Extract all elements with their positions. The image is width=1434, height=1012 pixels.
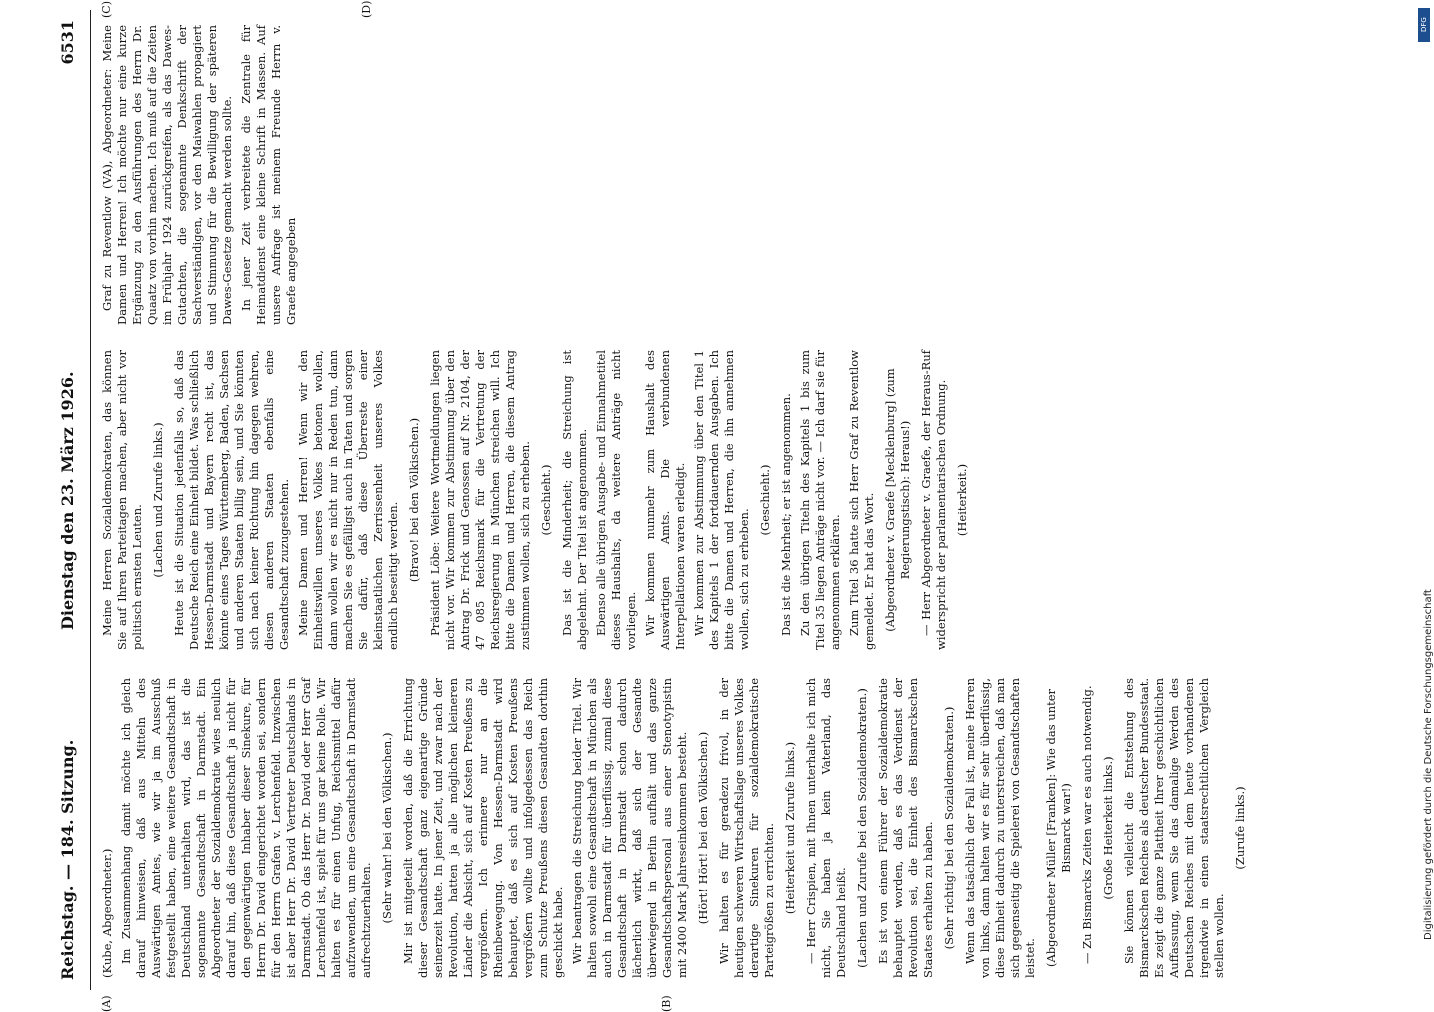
- paragraph: Wenn das tatsächlich der Fall ist, meine Herren von links, dann halten wir es für sehr überflüssig, diese Einheit dadurch zu unterstreichen, daß man sich gegenseitig die Spielerei von Gesandtschaften leistet.: [963, 678, 1037, 978]
- interjection: (Abgeordneter Müller [Franken]: Wie das unter Bismarck war!): [1044, 688, 1073, 968]
- paragraph: Wir kommen zur Abstimmung über den Titel 1 des Kapitels 1 der fortdauernden Ausgaben. Ich bitte die Damen und Herren, die ihn annehmen wollen, sich zu erheben.: [692, 350, 751, 650]
- interjection: (Hört! Hört! bei den Völkischen.): [696, 731, 710, 925]
- paragraph: Zum Titel 36 hatte sich Herr Graf zu Reventlow gemeldet. Er hat das Wort.: [847, 350, 876, 650]
- header-date: Dienstag den 23. März 1926.: [58, 371, 77, 630]
- paragraph: Meine Herren Sozialdemokraten, das können Sie auf Ihren Parteitagen machen, aber nicht vor politisch ernsten Leuten.: [100, 350, 144, 650]
- paragraph: Heute ist die Situation jedenfalls so, daß das Deutsche Reich eine Einheit bildet. Was schließlich Hessen-Darmstadt und Bayern recht ist, das könnte eines Tages Württemberg, Baden, Sachsen und anderen Staaten billig sein, und Sie könnten sich nach keiner Richtung hin dagegen wehren, diesen anderen Staaten ebenfalls eine Gesandtschaft zuzugestehen.: [172, 350, 291, 650]
- rotated-page: [50, 0, 1410, 1012]
- header-left: Reichstag. — 184. Sitzung.: [58, 739, 77, 980]
- paragraph: Es ist von einem Führer der Sozialdemokratie behauptet worden, daß es das Verdienst der Revolution sei, die Einheit des Bismarckschen Staates erhalten zu haben.: [876, 678, 935, 978]
- paragraph: Im Zusammenhang damit möchte ich gleich darauf hinweisen, daß aus Mitteln des Auswärtigen Amtes, wie wir ja im Ausschuß festgestellt haben, eine weitere Gesandtschaft in Deutschland unterhalten wird, das ist die sogenannte Gesandtschaft in Darmstadt. Ein Abgeordneter der Sozialdemokratie wies neulich darauf hin, daß diese Gesandtschaft ja nicht für den gegenwärtigen Inhaber dieser Sinekure, für Herrn Dr. David eingerichtet worden sei, sondern für den Herrn Grafen v. Lerchenfeld. Inzwischen ist aber Herr Dr. David Vertreter Deutschlands in Darmstadt. Ob das Herr Dr. David oder Herr Graf Lerchenfeld ist, spielt für uns gar keine Rolle. Wir halten es für einen Unfug, Reichsmittel dafür aufzuwenden, um eine Gesandtschaft in Darmstadt aufrechtzuerhalten.: [119, 678, 373, 978]
- paragraph: Wir beantragen die Streichung beider Titel. Wir halten sowohl eine Gesandtschaft in München als auch in Darmstadt für überflüssig, zumal diese Gesandtschaft in Darmstadt schon dadurch lächerlich wirkt, daß sich der Gesandte überwiegend in Berlin aufhält und das ganze Gesandtschaftspersonal aus einer Stenotypistin mit 2400 Mark Jahreseinkommen besteht.: [570, 678, 689, 978]
- interjection: (Heiterkeit.): [955, 463, 969, 537]
- margin-mark-c: (C): [100, 1, 113, 18]
- page-header: [50, 10, 91, 990]
- paragraph: In jener Zeit verbreitete die Zentrale für Heimatdienst eine kleine Schrift in Massen. Auf unsere Anfrage ist meinem Freunde Herrn v. Graefe angegeben: [239, 25, 298, 325]
- interjection: (Bravo! bei den Völkischen.): [407, 417, 421, 583]
- paragraph: — Herr Crispien, mit Ihnen unterhalte ich mich nicht, Sie haben ja kein Vaterland, das Deutschland heißt.: [804, 678, 848, 978]
- margin-mark-a: (A): [100, 995, 113, 1012]
- paragraph: Wir kommen nunmehr zum Haushalt des Auswärtigen Amts. Die verbundenen Interpellationen waren erledigt.: [643, 350, 687, 650]
- column-2: [100, 350, 976, 650]
- margin-mark-d: (D): [360, 0, 373, 18]
- paragraph: Ebenso alle übrigen Ausgabe- und Einnahmetitel dieses Haushalts, da weitere Anträge nicht vorliegen.: [594, 350, 638, 650]
- interjection: (Heiterkeit und Zurufe links.): [783, 741, 797, 915]
- interjection: (Geschieht.): [539, 464, 553, 536]
- interjection: (Zurufe links.): [1233, 786, 1247, 870]
- credit-text: Digitalisierung gefördert durch die Deutsche Forschungsgemeinschaft: [1423, 589, 1434, 940]
- paragraph: Wir halten es für geradezu frivol, in der heutigen schweren Wirtschaftslage unseres Volkes derartige Sinekuren für sozialdemokratische Parteigrößen zu errichten.: [717, 678, 776, 978]
- interjection: (Sehr richtig! bei den Sozialdemokraten.): [942, 706, 956, 950]
- paragraph: Graf zu Reventlow (VA), Abgeordneter: Meine Damen und Herren! Ich möchte nur eine kurze Ergänzung zu den Ausführungen des Herrn Dr. Quaatz von vorhin machen. Ich muß auf die Zeiten im Frühjahr 1924 zurückgreifen, als das Dawes-Gutachten, die sogenannte Denkschrift der Sachverständigen, vor den Maiwahlen propagiert und Stimmung für die Bewilligung der späteren Dawes-Gesetze gemacht werden sollte.: [100, 25, 234, 325]
- paragraph: Sie können vielleicht die Entstehung des Bismarckschen Reiches als deutscher Bundesstaat. Es zeigt die ganze Plattheit Ihrer geschichtlichen Auffassung, wenn Sie das damalige Werden des Deutschen Reiches mit dem heute vorhandenen irgendwie in einen staatsrechtlichen Vergleich stellen wollen.: [1122, 678, 1226, 978]
- paragraph: Das ist die Minderheit; die Streichung ist abgelehnt. Der Titel ist angenommen.: [560, 350, 589, 650]
- dfg-logo: DFG: [1418, 8, 1430, 42]
- paragraph: — Zu Bismarcks Zeiten war es auch notwendig.: [1080, 685, 1094, 964]
- paragraph: — Herr Abgeordneter v. Graefe, der Heraus-Ruf widerspricht der parlamentarischen Ordnung.: [919, 350, 948, 650]
- interjection: (Lachen und Zurufe bei den Sozialdemokraten.): [855, 688, 869, 968]
- interjection: (Große Heiterkeit links.): [1101, 756, 1115, 900]
- column-1: [100, 678, 1254, 978]
- paragraph: Das ist die Mehrheit; er ist angenommen.: [779, 393, 793, 636]
- interjection: (Lachen und Zurufe links.): [151, 422, 165, 578]
- paragraph: Meine Damen und Herren! Wenn wir den Einheitswillen unseres Volkes betonen wollen, dann wollen wir es nicht nur in Reden tun, dann machen Sie es gefälligst auch in Taten und sorgen Sie dafür, daß diese Überreste einer kleinstaatlichen Zerrissenheit unseres Volkes endlich beseitigt werden.: [296, 350, 400, 650]
- column-3: [100, 25, 303, 325]
- interjection: (Geschieht.): [758, 464, 772, 536]
- interjection: (Abgeordneter v. Graefe [Mecklenburg] (zum Regierungstisch): Heraus!): [883, 368, 912, 632]
- interjection: (Sehr wahr! bei den Völkischen.): [380, 732, 394, 924]
- speaker-line: (Kube, Abgeordneter.): [100, 848, 114, 978]
- paragraph: Zu den übrigen Titeln des Kapitels 1 bis zum Titel 35 liegen Anträge nicht vor. — Ich darf sie für angenommen erklären.: [798, 350, 842, 650]
- paragraph: Präsident Löbe: Weitere Wortmeldungen liegen nicht vor. Wir kommen zur Abstimmung über den Antrag Dr. Frick und Genossen auf Nr. 2104, der 47 085 Reichsmark für die Vertretung der Reichsregierung in München streichen will. Ich bitte die Damen und Herren, die diesem Antrag zustimmen wollen, sich zu erheben.: [428, 350, 532, 650]
- digitization-credit: [1405, 40, 1434, 960]
- paragraph: Mir ist mitgeteilt worden, daß die Errichtung dieser Gesandtschaft ganz eigenartige Gründe seinerzeit hatte. In jener Zeit, und zwar nach der Revolution, hatten ja alle möglichen kleineren Länder die Absicht, sich auf Kosten Preußens zu vergrößern. Ich erinnere nur an die Rheinbewegung. Von Hessen-Darmstadt wird behauptet, daß es sich auf Kosten Preußens vergrößern wollte und infolgedessen das Reich zum Schutze Preußens diesen Gesandten dorthin geschickt habe.: [401, 678, 565, 978]
- margin-mark-b: (B): [660, 995, 673, 1012]
- page-number: 6531: [58, 20, 77, 65]
